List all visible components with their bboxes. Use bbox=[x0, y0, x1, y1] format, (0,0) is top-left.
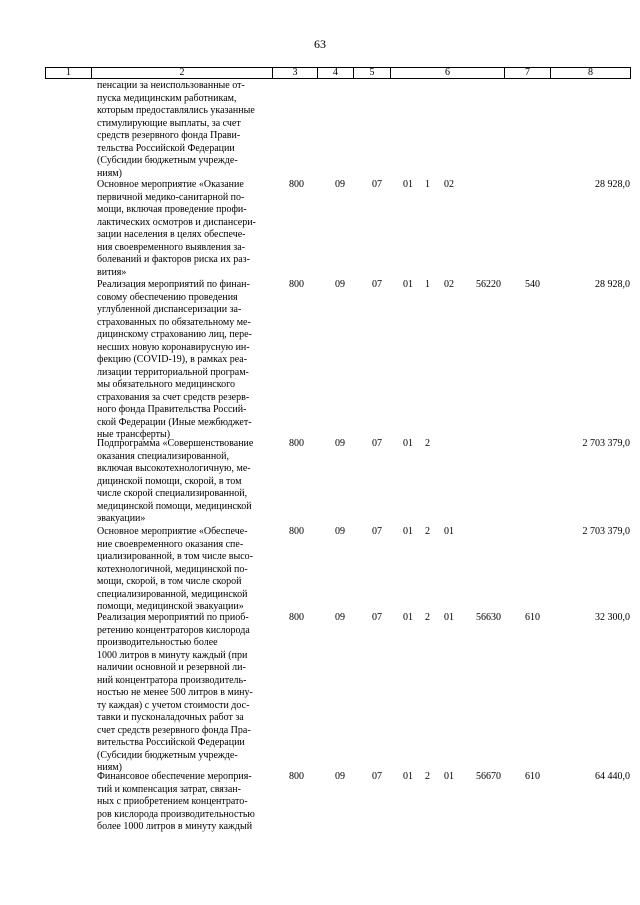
cell-col8: 28 928,0 bbox=[595, 279, 630, 290]
column-header-3: 3 bbox=[273, 68, 318, 79]
column-header-6: 6 bbox=[391, 68, 505, 79]
cell-col6-c: 01 bbox=[444, 526, 454, 537]
cell-col6-b: 1 bbox=[425, 179, 430, 190]
cell-col6-b: 2 bbox=[425, 612, 430, 623]
cell-col6-c: 02 bbox=[444, 179, 454, 190]
cell-col8: 2 703 379,0 bbox=[582, 526, 630, 537]
row-description: Финансовое обеспечение мероприя- тий и компенсация затрат, связан- ных с приобретением концентрато- ров кислорода производительностью более 1000 литров в минуту каждый bbox=[97, 771, 255, 832]
row-description: Основное мероприятие «Обеспече- ние своевременного оказания спе- циализированной, в том числе высо- котехнологичной, медицинской по- мощи, скорой, в том числе скорой специализированной, медицинской помощи, медицинской эвакуации» bbox=[97, 526, 254, 612]
cell-col6-c: 01 bbox=[444, 612, 454, 623]
cell-col6-b: 1 bbox=[425, 279, 430, 290]
cell-col4: 09 bbox=[335, 612, 345, 623]
cell-col3: 800 bbox=[289, 279, 304, 290]
cell-col4: 09 bbox=[335, 771, 345, 782]
cell-col6-c: 01 bbox=[444, 771, 454, 782]
column-header-1: 1 bbox=[46, 68, 92, 79]
page-number: 63 bbox=[314, 37, 326, 51]
cell-col3: 800 bbox=[289, 179, 304, 190]
cell-col5: 07 bbox=[372, 438, 382, 449]
cell-col8: 64 440,0 bbox=[595, 771, 630, 782]
cell-col8: 28 928,0 bbox=[595, 179, 630, 190]
cell-col6-c: 02 bbox=[444, 279, 454, 290]
row-description: Основное мероприятие «Оказание первичной медико-санитарной по- мощи, включая проведение профи- лактических осмотров и диспансери- зации населения в целях обеспече- ния своевременного выявления за- болеваний и факторов риска их раз- вития» bbox=[97, 179, 256, 278]
cell-col6-b: 2 bbox=[425, 526, 430, 537]
cell-col5: 07 bbox=[372, 179, 382, 190]
column-header-2: 2 bbox=[92, 68, 273, 79]
cell-col6-b: 2 bbox=[425, 438, 430, 449]
cell-col5: 07 bbox=[372, 771, 382, 782]
row-description: пенсации за неиспользованные от- пуска медицинским работникам, которым предоставлялись указанные стимулирующие выплаты, за счет средств резервного фонда Прави- тельства Российской Федерации (Субсидии бюджетным учрежде- ниям) bbox=[97, 80, 255, 179]
cell-col8: 2 703 379,0 bbox=[582, 438, 630, 449]
column-header-4: 4 bbox=[318, 68, 354, 79]
cell-col3: 800 bbox=[289, 438, 304, 449]
cell-col6-a: 01 bbox=[403, 279, 413, 290]
cell-col3: 800 bbox=[289, 771, 304, 782]
cell-col7: 540 bbox=[525, 279, 540, 290]
cell-col6-b: 2 bbox=[425, 771, 430, 782]
cell-col4: 09 bbox=[335, 438, 345, 449]
cell-col6-d: 56670 bbox=[476, 771, 501, 782]
cell-col4: 09 bbox=[335, 179, 345, 190]
cell-col5: 07 bbox=[372, 526, 382, 537]
cell-col6-d: 56220 bbox=[476, 279, 501, 290]
row-description: Реализация мероприятий по приоб- ретению концентраторов кислорода производительностью более 1000 литров в минуту каждый (при наличии основной и резервной ли- ний концентратора производитель- ностью не менее 500 литров в мину- ту каждая) с учетом стоимости дос- тавки и пусконаладочных работ за счет средств резервного фонда Пра- вительства Российской Федерации (Субсидии бюджетным учрежде- ниям) bbox=[97, 612, 253, 773]
cell-col3: 800 bbox=[289, 612, 304, 623]
cell-col6-a: 01 bbox=[403, 179, 413, 190]
cell-col7: 610 bbox=[525, 771, 540, 782]
row-description: Подпрограмма «Совершенствование оказания специализированной, включая высокотехнологичную, ме- дицинской помощи, скорой, в том числе скорой специализированной, медицинской помощи, медицинской эвакуации» bbox=[97, 438, 254, 524]
cell-col8: 32 300,0 bbox=[595, 612, 630, 623]
cell-col6-a: 01 bbox=[403, 438, 413, 449]
row-description: Реализация мероприятий по финан- совому обеспечению проведения углубленной диспансеризации за- страхованных по обязательному ме- дицинскому страхованию лиц, пере- несших новую коронавирусную ин- фекцию (COVID-19), в рамках реа- лизации территориальной програм- мы обязательного медицинского страхования за счет средств резерв- ного фонда Правительства Россий- ской Федерации (Иные межбюджет- ные трансферты) bbox=[97, 279, 252, 440]
column-header-7: 7 bbox=[505, 68, 551, 79]
cell-col3: 800 bbox=[289, 526, 304, 537]
column-header-8: 8 bbox=[551, 68, 631, 79]
column-header-row bbox=[45, 67, 631, 79]
cell-col4: 09 bbox=[335, 279, 345, 290]
cell-col5: 07 bbox=[372, 279, 382, 290]
cell-col5: 07 bbox=[372, 612, 382, 623]
cell-col6-d: 56630 bbox=[476, 612, 501, 623]
cell-col6-a: 01 bbox=[403, 526, 413, 537]
cell-col7: 610 bbox=[525, 612, 540, 623]
cell-col6-a: 01 bbox=[403, 771, 413, 782]
cell-col6-a: 01 bbox=[403, 612, 413, 623]
cell-col4: 09 bbox=[335, 526, 345, 537]
column-header-5: 5 bbox=[354, 68, 391, 79]
